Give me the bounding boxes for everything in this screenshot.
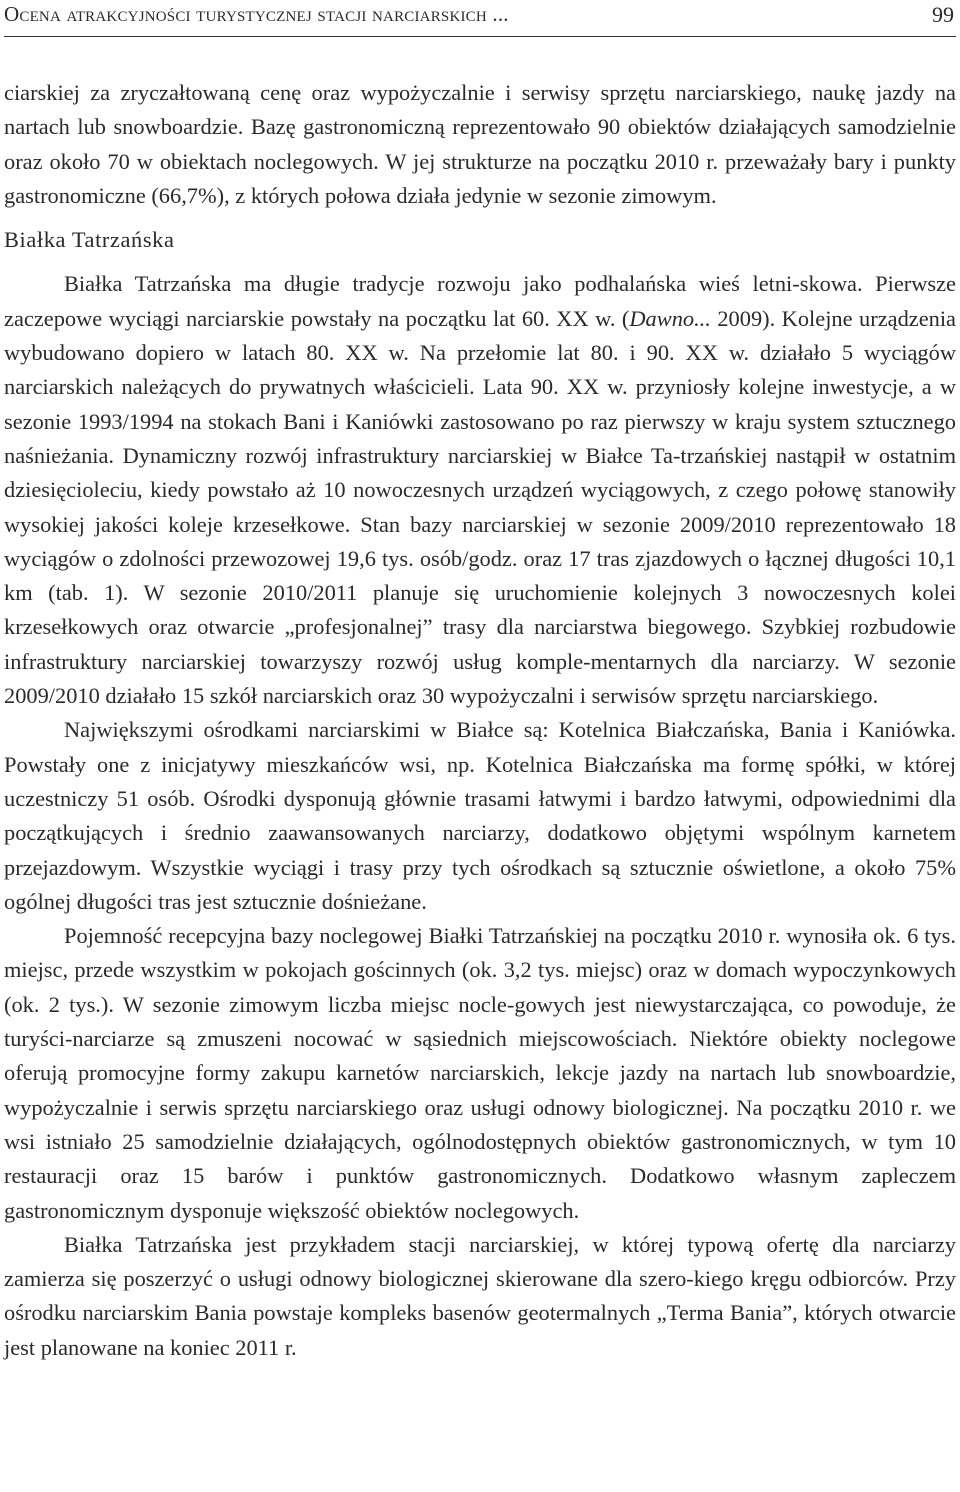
section-heading: Białka Tatrzańska [4, 227, 175, 253]
body-text [4, 76, 956, 1365]
running-title: Ocena atrakcyjności turystycznej stacji narciarskich ... [4, 2, 509, 26]
page-number: 99 [932, 2, 954, 27]
paragraph-bialka-history [4, 267, 956, 713]
running-header [4, 0, 956, 37]
paragraph-continued: ciarskiej za zryczałtowaną cenę oraz wypożyczalnie i serwisy sprzętu narciarskiego, naukę jazdy na nartach lub snowboardzie. Bazę gastronomiczną reprezentowało 90 obiektów działających samodzielnie oraz około 70 w obiektach noclegowych. W jej strukturze na początku 2010 r. przeważały bary i punkty gastronomiczne (66,7%), z których połowa działa jedynie w sezonie zimowym. [4, 80, 956, 208]
paragraph-text-part: Białka Tatrzańska ma długie tradycje rozwoju jako podhalańska wieś letni-skowa. Pierwsze zaczepowe wyciągi narciarskie powstały na początku lat 60. XX w. ( [4, 271, 956, 331]
paragraph-ski-centres: Największymi ośrodkami narciarskimi w Białce są: Kotelnica Białczańska, Bania i Kaniówka. Powstały one z inicjatywy mieszkańców wsi, np. Kotelnica Białczańska ma formę spółki, w której uczestniczy 51 osób. Ośrodki dysponują głównie trasami łatwymi i bardzo łatwymi, odpowiednimi dla początkujących i średnio zaawansowanych narciarzy, dodatkowo objętymi wspólnym karnetem przejazdowym. Wszystkie wyciągi i trasy przy tych ośrodkach są sztucznie oświetlone, a około 75% ogólnej długości tras jest sztucznie dośnieżane. [4, 717, 956, 914]
paragraph-spa: Białka Tatrzańska jest przykładem stacji narciarskiej, w której typową ofertę dla narciarzy zamierza się poszerzyć o usługi odnowy biologicznej skierowane dla szero-kiego kręgu odbiorców. Przy ośrodku narciarskim Bania powstaje kompleks basenów geotermalnych „Terma Bania”, których otwarcie jest planowane na koniec 2011 r. [4, 1231, 956, 1360]
paragraph-text-part: 2009). Kolejne urządzenia wybudowano dopiero w latach 80. XX w. Na przełomie lat 80. i 90. XX w. działało 5 wyciągów narciarskich należących do prywatnych właścicieli. Lata 90. XX w. przyniosły kolejne inwestycje, a w sezonie 1993/1994 na stokach Bani i Kaniówki zastosowano po raz pierwszy w kraju system sztucznego naśnieżania. Dynamiczny rozwój infrastruktury narciarskiej w Białce Ta-trzańskiej nastąpił w ostatnim dziesięcioleciu, kiedy powstało aż 10 nowoczesnych urządzeń wyciągowych, z czego połowę stanowiły wysokiej jakości koleje krzesełkowe. Stan bazy narciarskiej w sezonie 2009/2010 reprezentowało 18 wyciągów o zdolności przewozowej 19,6 tys. osób/godz. oraz 17 tras zjazdowych o łącznej długości 10,1 km (tab. 1). W sezonie 2010/2011 planuje się uruchomienie kolejnych 3 nowoczesnych kolei krzesełkowych oraz otwarcie „profesjonalnej” trasy dla narciarstwa biegowego. Szybkiej rozbudowie infrastruktury narciarskiej towarzyszy rozwój usług komple-mentarnych dla narciarzy. W sezonie 2009/2010 działało 15 szkół narciarskich oraz 30 wypożyczalni i serwisów sprzętu narciarskiego. [4, 305, 956, 709]
citation-italic: Dawno... [629, 305, 711, 331]
paragraph-accommodation: Pojemność recepcyjna bazy noclegowej Białki Tatrzańskiej na początku 2010 r. wynosiła ok. 6 tys. miejsc, przede wszystkim w pokojach gościnnych (ok. 3,2 tys. miejsc) oraz w domach wypoczynkowych (ok. 2 tys.). W sezonie zimowym liczba miejsc nocle-gowych jest niewystarczająca, co powoduje, że turyści-narciarze są zmuszeni nocować w sąsiednich miejscowościach. Niektóre obiekty noclegowe oferują promocyjne formy zakupu karnetów narciarskich, lekcje jazdy na nartach lub snowboardzie, wypożyczalnie i serwis sprzętu narciarskiego oraz usługi odnowy biologicznej. Na początku 2010 r. we wsi istniało 25 samodzielnie działających, ogólnodostępnych obiektów gastronomicznych, w tym 10 restauracji oraz 15 barów i punktów gastronomicznych. Dodatkowo własnym zapleczem gastronomicznym dysponuje większość obiektów noclegowych. [4, 923, 956, 1223]
